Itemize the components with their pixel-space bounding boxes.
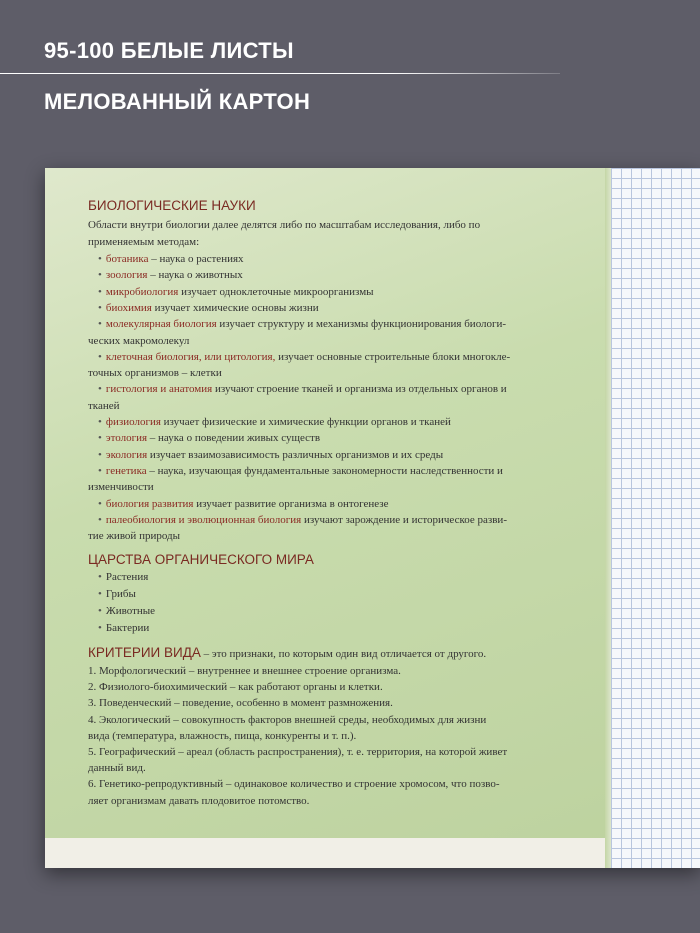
bio-item-continuation: тие живой природы — [88, 530, 181, 543]
criteria-definition: – это признаки, по которым один вид отличается от другого. — [200, 648, 487, 660]
bio-description: изучает основные строительные блоки многокле- — [275, 350, 511, 363]
bio-item — [98, 464, 503, 479]
bio-term: физиология — [105, 416, 161, 428]
bio-item-continuation: точных организмов – клетки — [88, 367, 222, 380]
promo-heading-cover: МЕЛОВАННЫЙ КАРТОН — [44, 89, 311, 114]
criteria-line: 1. Морфологический – внутреннее и внешнее строение организма. — [88, 665, 401, 677]
bio-item — [98, 431, 320, 446]
kingdom-item: • Животные — [98, 604, 155, 619]
bio-term: биология развития — [105, 497, 194, 510]
section-title-bio: БИОЛОГИЧЕСКИЕ НАУКИ — [88, 198, 256, 213]
bio-intro-line: применяемым методам: — [88, 236, 200, 248]
bio-description: – наука о поведении живых существ — [147, 432, 321, 445]
grid-paper-page — [611, 168, 700, 868]
bio-term: молекулярная биология — [105, 318, 217, 331]
bio-item — [98, 285, 374, 300]
kingdom-item: • Грибы — [98, 587, 136, 602]
bio-term: микробиология — [105, 285, 179, 298]
criteria-line: данный вид. — [88, 762, 146, 775]
bio-item — [98, 301, 319, 316]
header-divider — [0, 73, 560, 74]
bio-item-continuation: ческих макромолекул — [88, 334, 190, 347]
criteria-line: 6. Генетико-репродуктивный – одинаковое количество и строение хромосом, что позво- — [88, 778, 500, 791]
criteria-line: 2. Физиолого-биохимический – как работают органы и клетки. — [88, 681, 383, 694]
bio-term: генетика — [105, 464, 147, 477]
bio-description: – наука, изучающая фундаментальные закономерности наследственности и — [146, 464, 503, 477]
kingdom-item: • Растения — [98, 570, 148, 585]
criteria-line: вида (температура, влажность, пища, конкуренты и т. п.). — [88, 729, 357, 742]
bio-term: гистология и анатомия — [105, 383, 213, 396]
bio-description: изучают строение тканей и организма из отдельных органов и — [212, 383, 507, 396]
bio-description: изучает химические основы жизни — [151, 301, 319, 314]
section-title-criteria — [88, 645, 486, 660]
bio-term: зоология — [105, 269, 148, 282]
kingdom-item: • Бактерии — [98, 621, 149, 636]
bio-description: изучает одноклеточные микроорганизмы — [178, 285, 374, 298]
bio-term: клеточная биология, или цитология, — [105, 350, 276, 363]
bio-item — [98, 448, 443, 463]
bio-item — [98, 350, 510, 365]
promo-heading-sheets: 95-100 БЕЛЫЕ ЛИСТЫ — [44, 38, 294, 63]
bio-term: биохимия — [105, 301, 152, 314]
bio-item-continuation: изменчивости — [88, 481, 154, 494]
cover-bottom-edge — [45, 838, 611, 868]
criteria-line: ляет организмам давать плодовитое потомство. — [88, 794, 310, 807]
bio-description: – наука о животных — [147, 269, 243, 282]
bio-term: экология — [105, 448, 148, 461]
bio-term: этология — [105, 432, 148, 445]
criteria-line: 4. Экологический – совокупность факторов внешней среды, необходимых для жизни — [88, 713, 487, 726]
bio-item — [98, 497, 388, 512]
bio-description: изучает физические и химические функции органов и тканей — [160, 416, 451, 428]
bio-description: изучает развитие организма в онтогенезе — [193, 497, 389, 510]
bio-item — [98, 415, 451, 430]
section-title-kingdoms: ЦАРСТВА ОРГАНИЧЕСКОГО МИРА — [88, 552, 314, 567]
bio-item — [98, 252, 244, 267]
criteria-line: 3. Поведенческий – поведение, особенно в момент размножения. — [88, 697, 393, 710]
bio-item — [98, 382, 507, 397]
bio-item — [98, 317, 506, 332]
bio-term: палеобиология и эволюционная биология — [105, 513, 302, 526]
criteria-line: 5. Географический – ареал (область распространения), т. е. территория, на которой живет — [88, 746, 508, 758]
bio-item — [98, 268, 243, 283]
bio-term: ботаника — [105, 253, 149, 265]
bio-description: – наука о растениях — [148, 253, 244, 265]
criteria-title: КРИТЕРИИ ВИДА — [88, 645, 201, 660]
bio-intro-line: Области внутри биологии далее делятся либо по масштабам исследования, либо по — [88, 219, 481, 231]
bio-item — [98, 513, 507, 528]
bio-item-continuation: тканей — [88, 399, 120, 412]
bio-description: изучают зарождение и историческое разви- — [301, 513, 507, 526]
bio-description: изучает взаимозависимость различных организмов и их среды — [147, 448, 444, 461]
bio-description: изучает структуру и механизмы функционирования биологи- — [216, 318, 507, 331]
